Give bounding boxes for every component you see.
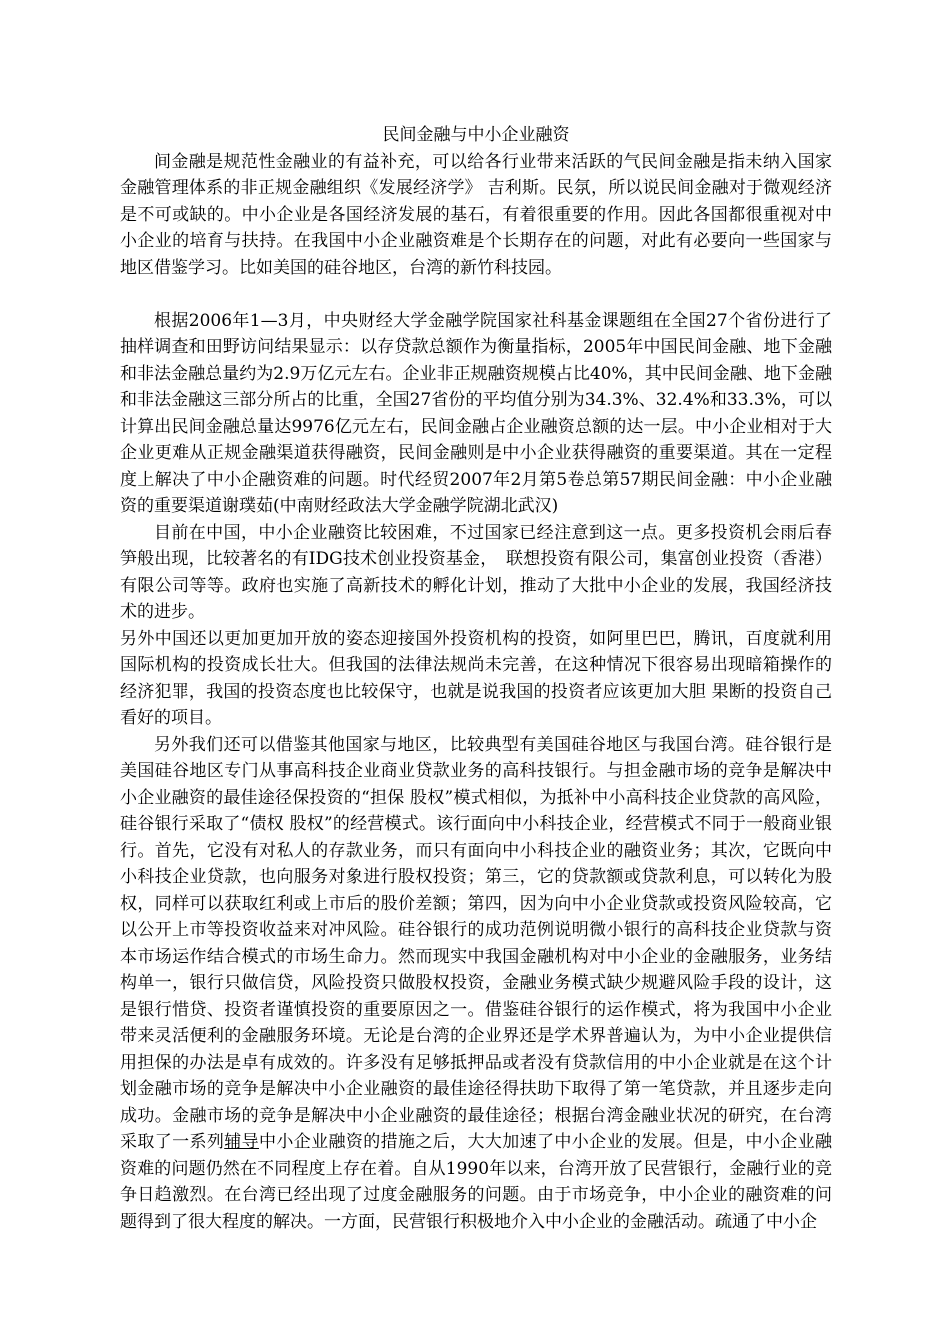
underlined-word: 辅导 — [224, 1132, 259, 1152]
paragraph-intro: 间金融是规范性金融业的有益补充，可以给各行业带来活跃的气民间金融是指未纳入国家金融管理体系的非正规金融组织《发展经济学》 吉利斯。民氛，所以说民间金融对于微观经济是不可或缺的。中小企业是各国经济发展的基石，有着很重要的作用。因此各国都很重视对中小企业的培育与扶持。在我国中小企业融资难是个长期存在的问题，对此有必要向一些国家与地区借鉴学习。比如美国的硅谷地区，台湾的新竹科技园。 — [120, 151, 832, 278]
document-title: 民间金融与中小企业融资 — [382, 125, 570, 145]
paragraph-survey: 根据2006年1—3月，中央财经大学金融学院国家社科基金课题组在全国27个省份进行了抽样调查和田野访问结果显示：以存贷款总额作为衡量指标，2005年中国民间金融、地下金融和非法金融总量约为2.9万亿元左右。企业非正规融资规模占比40%，其中民间金融、地下金融和非法金融这三部分所占的比重，全国27省份的平均值分别为34.3%、32.4%和33.3%，可以计算出民间金融总量达9976亿元左右，民间金融占企业融资总额的达一层。中小企业相对于大企业更难从正规金融渠道获得融资，民间金融则是中小企业获得融资的重要渠道。其在一定程度上解决了中小企融资难的问题。时代经贸2007年2月第5卷总第57期民间金融：中小企业融资的重要渠道谢璞茹(中南财经政法大学金融学院湖北武汉) — [120, 310, 832, 516]
paragraph-foreign-investment: 另外中国还以更加更加开放的姿态迎接国外投资机构的投资，如阿里巴巴，腾讯，百度就利用国际机构的投资成长壮大。但我国的法律法规尚未完善，在这种情况下很容易出现暗箱操作的经济犯罪，我国的投资态度也比较保守，也就是说我国的投资者应该更加大胆 果断的投资自己看好的项目。 — [120, 628, 832, 728]
paragraph-text: 另外我们还可以借鉴其他国家与地区，比较典型有美国硅谷地区与我国台湾。硅谷银行是美国硅谷地区专门从事高科技企业商业贷款业务的高科技银行。与担金融市场的竞争是解决中小企业融资的最佳途径保投资的“担保 股权”模式相似，为抵补中小高科技企业贷款的高风险，硅谷银行采取了“债权 股权”的经营模式。该行面向中小科技企业，经营模式不同于一般商业银行。首先，它没有对私人的存款业务，而只有面向中小科技企业的融资业务；其次，它既向中小科技企业贷款，也向服务对象进行股权投资；第三，它的贷款额或贷款利息，可以转化为股权，同样可以获取红利或上市后的股价差额；第四，因为向中小企业贷款或投资风险较高，它以公开上市等投资收益来对冲风险。硅谷银行的成功范例说明微小银行的高科技企业贷款与资本市场运作结合模式的市场生命力。然而现实中我国金融机构对中小企业的金融服务，业务结构单一，银行只做信贷，风险投资只做股权投资，金融业务模式缺少规避风险手段的设计，这是银行惜贷、投资者谨慎投资的重要原因之一。借鉴硅谷银行的运作模式，将为我国中小企业带来灵活便利的金融服务环境。无论是台湾的企业界还是学术界普遍认为，为中小企业提供信用担保的办法是卓有成效的。许多没有足够抵押品或者没有贷款信用的中小企业就是在这个计划金融市场的竞争是解决中小企业融资的最佳途径得扶助下取得了第一笔贷款，并且逐步走向成功。金融市场的竞争是解决中小企业融资的最佳途径；根据台湾金融业状况的研究，在台湾采取了一系列 — [120, 734, 832, 1152]
document-body — [120, 118, 832, 1235]
paragraph-spacer — [120, 281, 832, 308]
paragraph-text: 中小企业融资的措施之后，大大加速了中小企业的发展。但是，中小企业融资难的问题仍然在不同程度上存在着。自从1990年以来，台湾开放了民营银行，金融行业的竞争日趋激烈。在台湾已经出现了过度金融服务的问题。由于市场竞争，中小企业的融资难的问题得到了很大程度的解决。一方面，民营银行积极地介入中小企业的金融活动。疏通了中小企 — [120, 1132, 832, 1232]
paragraph-investment: 目前在中国，中小企业融资比较困难，不过国家已经注意到这一点。更多投资机会雨后春笋般出现，比较著名的有IDG技术创业投资基金， 联想投资有限公司，集富创业投资（香港）有限公司等等。政府也实施了高新技术的孵化计划，推动了大批中小企业的发展，我国经济技术的进步。 — [120, 522, 832, 622]
paragraph-silicon-valley-taiwan — [120, 732, 832, 1236]
